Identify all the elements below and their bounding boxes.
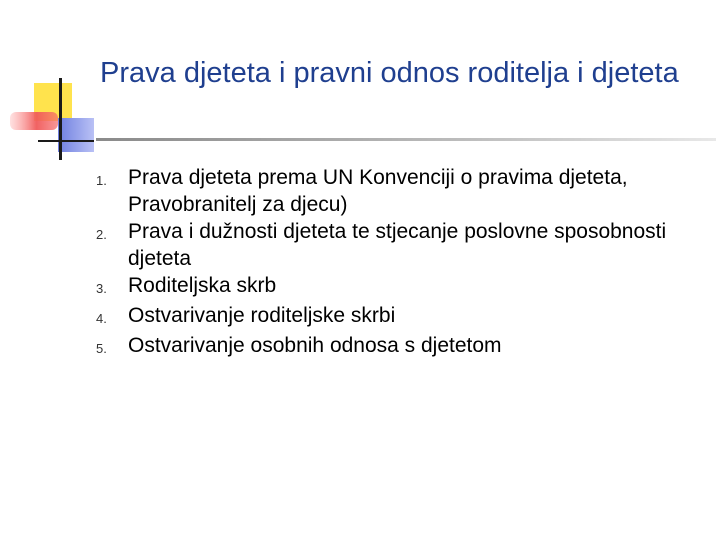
list-item [96,164,696,218]
list-item [96,302,696,332]
list-item [96,218,696,272]
vertical-line [59,78,62,160]
list-item [96,332,696,362]
item-number: 3. [96,281,107,296]
red-bar [10,112,58,130]
item-text: Prava djeteta prema UN Konvenciji o pravima djeteta, Pravobranitelj za djecu) [128,166,628,216]
item-number: 5. [96,341,107,356]
blue-square [58,118,94,152]
item-text: Prava i dužnosti djeteta te stjecanje poslovne sposobnosti djeteta [128,220,667,270]
item-text: Ostvarivanje osobnih odnosa s djetetom [128,334,502,357]
slide-title: Prava djeteta i pravni odnos roditelja i djeteta [100,57,679,89]
decorative-logo [0,0,100,170]
horizontal-line [38,140,94,142]
title-divider [96,138,716,141]
item-text: Roditeljska skrb [128,274,277,297]
list-item [96,272,696,302]
item-number: 1. [96,173,107,188]
item-text: Ostvarivanje roditeljske skrbi [128,304,396,327]
item-number: 4. [96,311,107,326]
item-number: 2. [96,227,107,242]
topic-list [96,164,696,362]
